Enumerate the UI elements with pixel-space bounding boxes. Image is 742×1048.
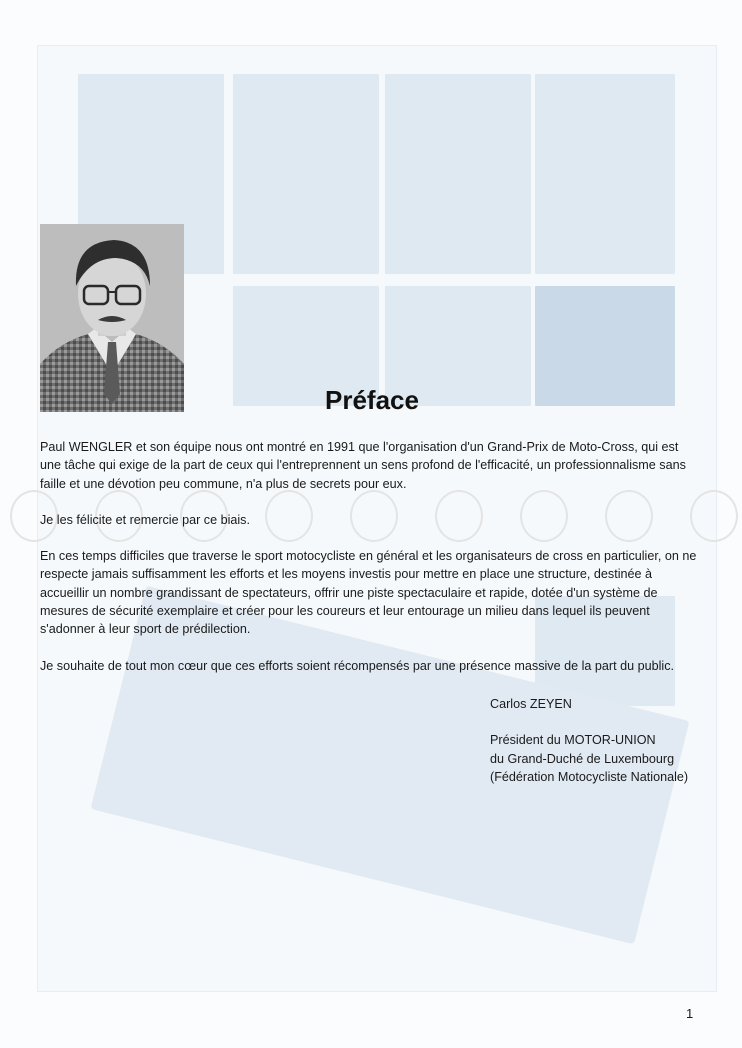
background-photo (385, 74, 531, 274)
paragraph: Je souhaite de tout mon cœur que ces efforts soient récompensés par une présence massive de la part du public. (40, 658, 675, 673)
paragraph: Je les félicite et remercie par ce biais. (40, 512, 250, 527)
background-photo (535, 74, 675, 274)
page-title: Préface (325, 385, 419, 415)
signatory-name: Carlos ZEYEN (490, 697, 572, 711)
author-portrait (40, 224, 184, 412)
signatory-title-line: (Fédération Motocycliste Nationale) (490, 769, 689, 784)
signatory-title-line: du Grand-Duché de Luxembourg (490, 751, 675, 766)
preface-body (40, 438, 702, 693)
paragraph: Paul WENGLER et son équipe nous ont montré en 1991 que l'organisation d'un Grand-Prix de Moto-Cross, qui est une tâche qui exige de la part de ceux qui l'entreprennent un sens profond de l'efficacité, un professionnalisme sans faille et une dévotion peu commune, n'a plus de secrets pour eux. (40, 440, 686, 491)
portrait-image (40, 224, 184, 412)
background-photo (233, 74, 379, 274)
signature-block (490, 695, 720, 786)
paragraph: En ces temps difficiles que traverse le sport motocycliste en général et les organisateurs de cross en particulier, on ne respecte jamais suffisamment les efforts et les moyens investis pour mettre en place une structure, destinée à accueillir un nombre grandissant de spectateurs, offrir une piste spectaculaire et rapide, dotée d'un système de mesures de sécurité exemplaire et créer pour les coureurs et leur entourage un milieu dans lequel ils peuvent s'adonner à leur sport de prédilection. (40, 549, 697, 637)
signatory-title-line: Président du MOTOR-UNION (490, 733, 656, 748)
page-number: 1 (686, 1006, 694, 1021)
